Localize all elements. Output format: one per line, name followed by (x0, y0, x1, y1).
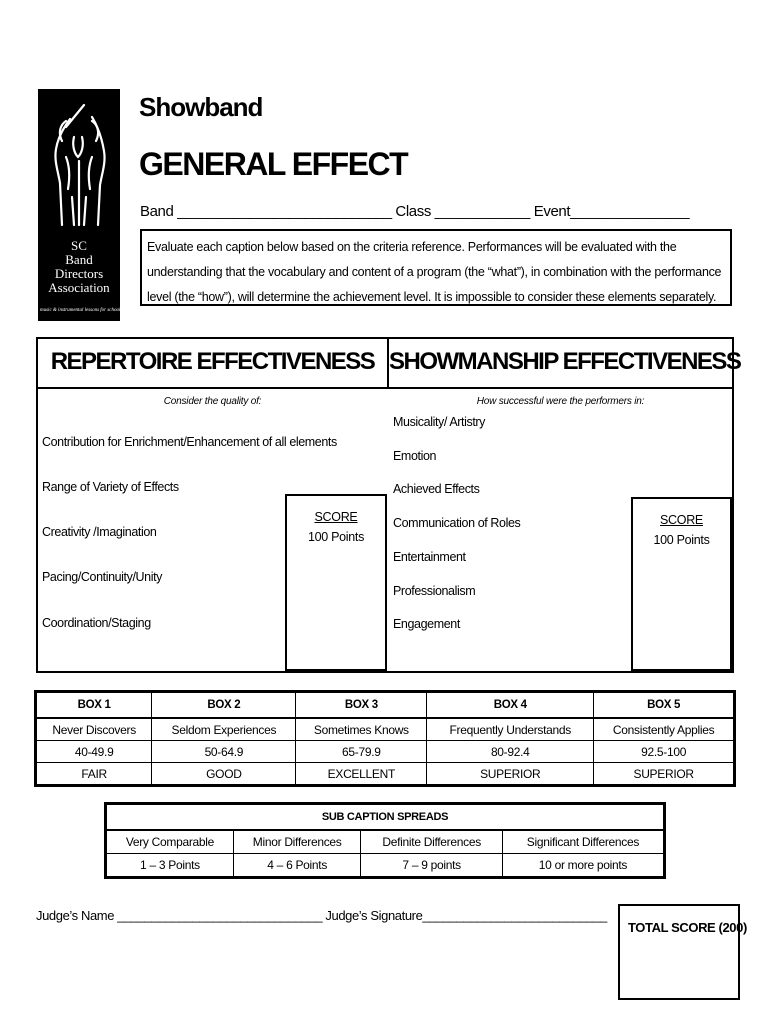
box-rating: EXCELLENT (296, 763, 427, 785)
table-row (107, 854, 664, 877)
divider (38, 387, 732, 389)
showmanship-score-box[interactable] (631, 497, 732, 671)
total-score-box[interactable] (618, 904, 747, 1000)
repertoire-criterion: Pacing/Continuity/Unity (42, 570, 163, 584)
judge-name-signature-line: Judge’s Name ______________________________ Judge’s Signature___________________________ (36, 908, 607, 923)
box-range: 92.5-100 (594, 741, 734, 763)
box-header: BOX 2 (152, 693, 296, 719)
spread-label: Very Comparable (107, 830, 234, 854)
box-rating: GOOD (152, 763, 296, 785)
spreads-title: SUB CAPTION SPREADS (107, 805, 664, 831)
box-header: BOX 5 (594, 693, 734, 719)
box-header: BOX 3 (296, 693, 427, 719)
achievement-boxes-table (36, 692, 734, 785)
spread-points: 10 or more points (502, 854, 663, 877)
box-descriptor: Frequently Understands (427, 718, 594, 741)
score-points: 100 Points (307, 530, 365, 544)
box-descriptor: Sometimes Knows (296, 718, 427, 741)
box-header: BOX 4 (427, 693, 594, 719)
box-rating: FAIR (37, 763, 152, 785)
logo-org-line: Association (48, 280, 110, 295)
repertoire-criterion: Contribution for Enrichment/Enhancement of all elements (42, 435, 337, 449)
table-row (37, 718, 734, 741)
table-row (107, 830, 664, 854)
repertoire-criterion: Coordination/Staging (42, 616, 151, 630)
showmanship-criterion: Communication of Roles (393, 516, 521, 530)
showmanship-criterion: Emotion (393, 449, 437, 463)
table-row (37, 693, 734, 719)
box-rating: SUPERIOR (594, 763, 734, 785)
spread-points: 1 – 3 Points (107, 854, 234, 877)
band-class-event-line: Band ___________________________ Class ____________ Event_______________ (140, 203, 690, 220)
score-label: SCORE (314, 510, 358, 524)
repertoire-heading: REPERTOIRE EFFECTIVENESS (50, 348, 375, 375)
showmanship-heading: SHOWMANSHIP EFFECTIVENESS (389, 348, 741, 375)
repertoire-criterion: Creativity /Imagination (42, 525, 157, 539)
table-row (37, 763, 734, 785)
instructions-box (140, 229, 732, 306)
logo-org-line: Band (65, 252, 93, 267)
table-row (107, 805, 664, 831)
total-score-label: TOTAL SCORE (200) (628, 920, 747, 935)
box-range: 65-79.9 (296, 741, 427, 763)
showmanship-hint: How successful were the performers in: (476, 396, 645, 407)
showmanship-criterion: Achieved Effects (393, 482, 480, 496)
spread-points: 4 – 6 Points (233, 854, 361, 877)
box-range: 50-64.9 (152, 741, 296, 763)
box-rating: SUPERIOR (427, 763, 594, 785)
sc-band-directors-logo (38, 89, 123, 321)
spread-label: Definite Differences (361, 830, 502, 854)
box-descriptor: Consistently Applies (594, 718, 734, 741)
box-descriptor: Never Discovers (37, 718, 152, 741)
spread-label: Minor Differences (233, 830, 361, 854)
box-range: 40-49.9 (37, 741, 152, 763)
showmanship-criterion: Engagement (393, 617, 460, 631)
instructions-text: Evaluate each caption below based on the criteria reference. Performances will be evaluated with the understanding that the vocabulary and content of a program (the “what”), in combination with the performance level (the “how”), will determine the achievement level. It is impossible to consider these elements separately. (147, 240, 722, 304)
table-row (37, 741, 734, 763)
showmanship-criterion: Entertainment (393, 550, 466, 564)
showmanship-criterion: Professionalism (393, 584, 476, 598)
sub-caption-spreads-table (106, 804, 664, 877)
repertoire-criterion: Range of Variety of Effects (42, 480, 179, 494)
repertoire-hint: Consider the quality of: (163, 396, 262, 407)
logo-org-line: SC (71, 238, 87, 253)
form-title: GENERAL EFFECT (139, 146, 408, 182)
logo-tagline: music & instrumental lessons for schools (40, 308, 123, 313)
logo-org-line: Directors (54, 266, 104, 281)
spread-points: 7 – 9 points (361, 854, 502, 877)
form-subtitle: Showband (139, 92, 263, 122)
caption-panel (36, 337, 741, 673)
box-header: BOX 1 (37, 693, 152, 719)
spread-label: Significant Differences (502, 830, 663, 854)
showmanship-criterion: Musicality/ Artistry (393, 415, 486, 429)
repertoire-score-box[interactable] (285, 494, 387, 671)
score-points: 100 Points (653, 533, 710, 547)
score-label: SCORE (660, 513, 703, 527)
conductor-figure-icon (44, 97, 114, 237)
box-descriptor: Seldom Experiences (152, 718, 296, 741)
box-range: 80-92.4 (427, 741, 594, 763)
